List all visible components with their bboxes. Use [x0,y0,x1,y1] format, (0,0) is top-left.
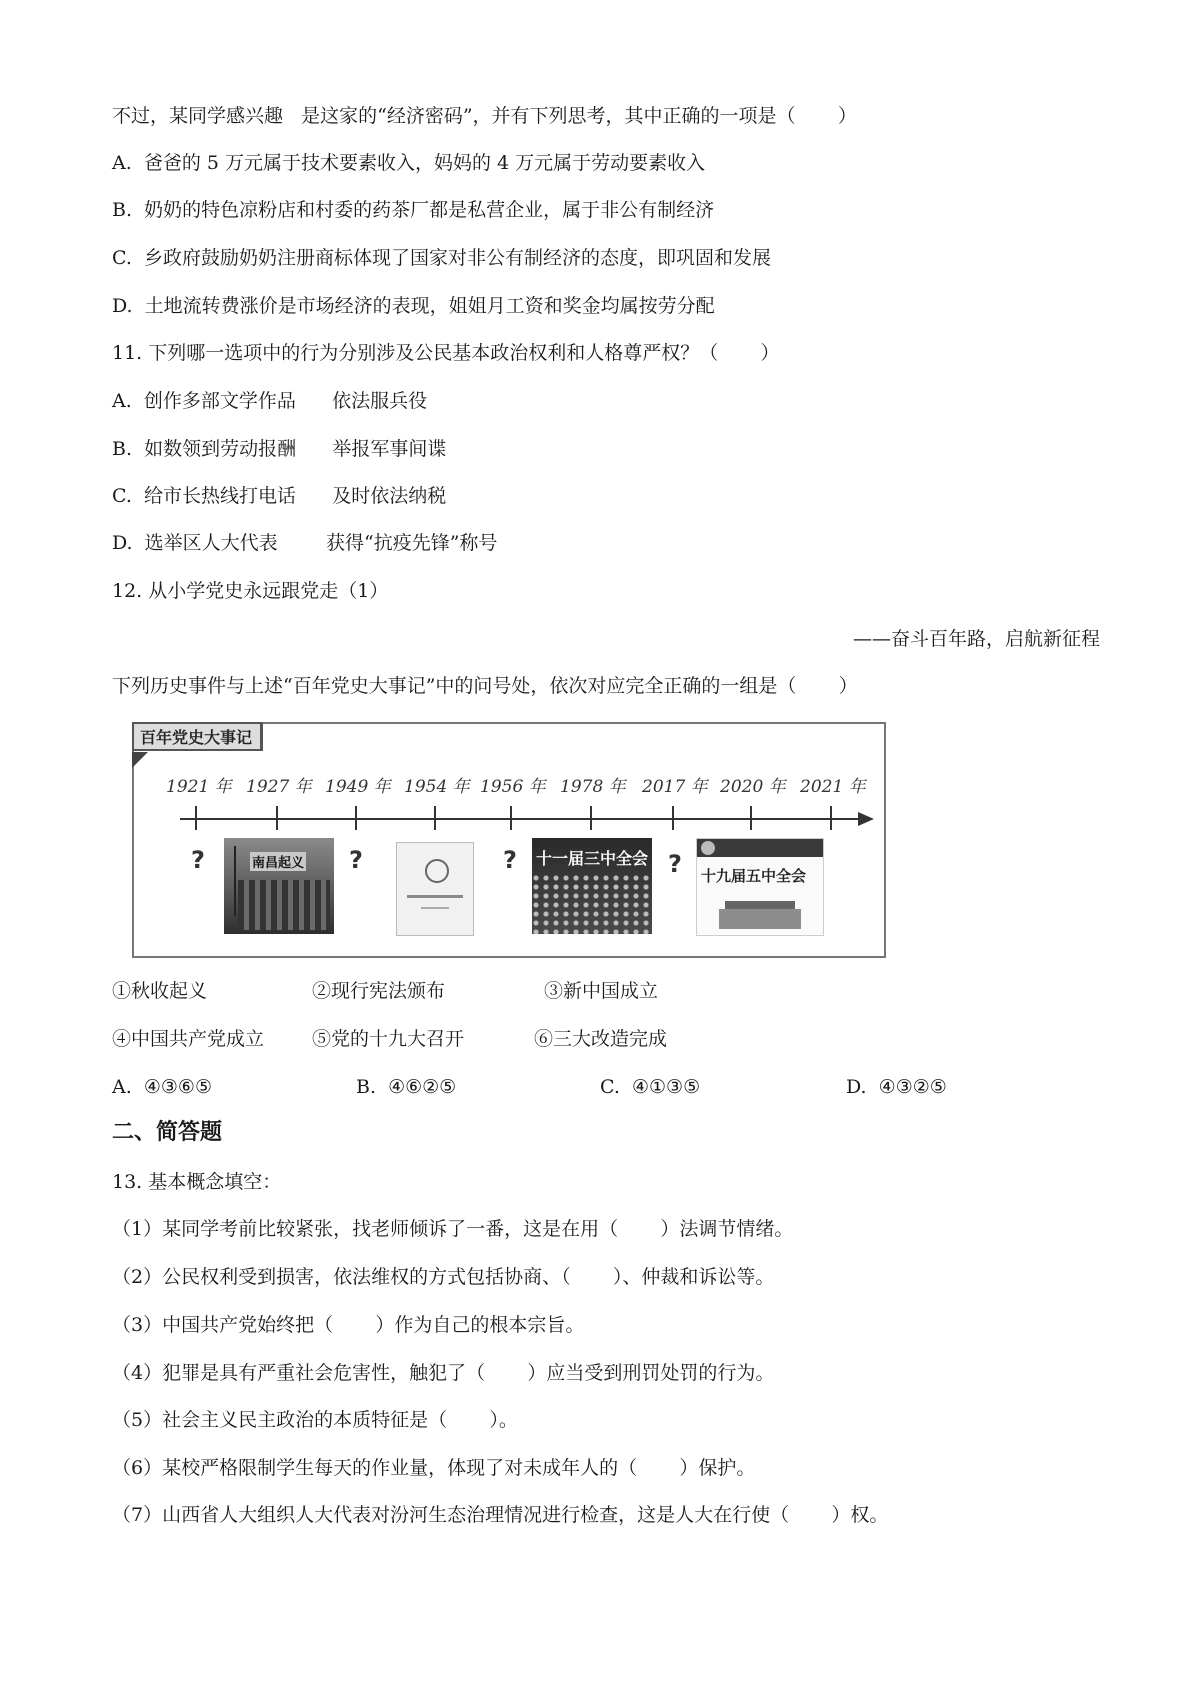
q12-option-c: C. ④①③⑤ [600,1076,701,1098]
timeline-tick [750,806,752,830]
q12-stem: 12. 从小学党史永远跟党走（1） [112,580,389,602]
party-emblem-icon [701,841,715,855]
q13-item-6: （6）某校严格限制学生每天的作业量，体现了对未成年人的（ ）保护。 [112,1457,756,1479]
figure-corner-decoration [132,752,148,768]
nanchang-uprising-photo [224,838,334,934]
q10-option-b: B. 奶奶的特色凉粉店和村委的药茶厂都是私营企业，属于非公有制经济 [112,199,715,221]
q13-item-7: （7）山西省人大组织人大代表对汾河生态治理情况进行检查，这是人大在行使（ ）权。 [112,1504,889,1526]
q13-item-1: （1）某同学考前比较紧张，找老师倾诉了一番，这是在用（ ）法调节情绪。 [112,1218,794,1240]
nanchang-photo-label: 南昌起义 [250,852,306,871]
q10-stem: 不过，某同学感兴趣 是这家的“经济密码”，并有下列思考，其中正确的一项是（ ） [112,105,857,127]
q13-item-4: （4）犯罪是具有严重社会危害性，触犯了（ ）应当受到刑罚处罚的行为。 [112,1362,775,1384]
tiananmen-roof-shape [725,901,795,909]
timeline-year-1927: 1927 年 [246,777,312,797]
third-plenary-photo [532,838,652,934]
timeline-arrow-icon [858,812,874,826]
q11-option-b: B. 如数领到劳动报酬 举报军事间谍 [112,438,447,460]
q12-option-b: B. ④⑥②⑤ [356,1076,457,1098]
timeline-year-1954: 1954 年 [404,777,470,797]
question-mark-3: ? [503,846,517,874]
q12-attribution: ——奋斗百年路，启航新征程 [852,628,1100,650]
q13-item-3: （3）中国共产党始终把（ ）作为自己的根本宗旨。 [112,1314,585,1336]
constitution-booklet-photo [396,842,474,936]
timeline-year-1978: 1978 年 [560,777,626,797]
q11-option-d: D. 选举区人大代表 获得“抗疫先锋”称号 [112,532,498,554]
timeline-tick [672,806,674,830]
timeline-tick [355,806,357,830]
q11-stem: 11. 下列哪一选项中的行为分别涉及公民基本政治权利和人格尊严权？（ ） [112,342,780,364]
fifth-plenary-photo-label: 十九届五中全会 [701,867,807,885]
q10-option-c: C. 乡政府鼓励奶奶注册商标体现了国家对非公有制经济的态度，即巩固和发展 [112,247,771,269]
question-mark-2: ? [349,846,363,874]
q11-option-c: C. 给市长热线打电话 及时依法纳税 [112,485,447,507]
event-4: ④中国共产党成立 [112,1028,265,1050]
national-emblem-icon [425,859,449,883]
section-heading: 二、简答题 [112,1120,223,1145]
timeline-year-2020: 2020 年 [720,777,786,797]
q13-stem: 13. 基本概念填空： [112,1171,282,1193]
timeline-year-1949: 1949 年 [325,777,391,797]
q11-option-a: A. 创作多部文学作品 依法服兵役 [112,390,428,412]
event-5: ⑤党的十九大召开 [312,1028,465,1050]
timeline-tick [276,806,278,830]
event-6: ⑥三大改造完成 [534,1028,668,1050]
timeline-year-2021: 2021 年 [800,777,866,797]
timeline-axis [180,818,860,820]
event-1: ①秋收起义 [112,980,208,1002]
figure-title: 百年党史大事记 [132,722,263,751]
timeline-tick [195,806,197,830]
q12-option-a: A. ④③⑥⑤ [112,1076,212,1098]
timeline-year-1921: 1921 年 [166,777,232,797]
third-plenary-photo-label: 十一届三中全会 [536,849,649,868]
q13-item-2: （2）公民权利受到损害，依法维权的方式包括协商、（ ）、仲裁和诉讼等。 [112,1266,775,1288]
timeline-tick [590,806,592,830]
fifth-plenary-photo [696,838,824,936]
timeline-year-2017: 2017 年 [642,777,708,797]
q10-option-d: D. 土地流转费涨价是市场经济的表现，姐姐月工资和奖金均属按劳分配 [112,295,715,317]
timeline-tick [434,806,436,830]
timeline-tick [830,806,832,830]
timeline-year-1956: 1956 年 [480,777,546,797]
q10-option-a: A. 爸爸的 5 万元属于技术要素收入，妈妈的 4 万元属于劳动要素收入 [112,152,706,174]
q13-item-5: （5）社会主义民主政治的本质特征是（ ）。 [112,1409,518,1431]
question-mark-4: ? [668,850,682,878]
timeline-tick [510,806,512,830]
q12-question: 下列历史事件与上述“百年党史大事记”中的问号处，依次对应完全正确的一组是（ ） [112,675,858,697]
event-3: ③新中国成立 [544,980,659,1002]
q12-option-d: D. ④③②⑤ [846,1076,947,1098]
question-mark-1: ? [191,846,205,874]
event-2: ②现行宪法颁布 [312,980,446,1002]
